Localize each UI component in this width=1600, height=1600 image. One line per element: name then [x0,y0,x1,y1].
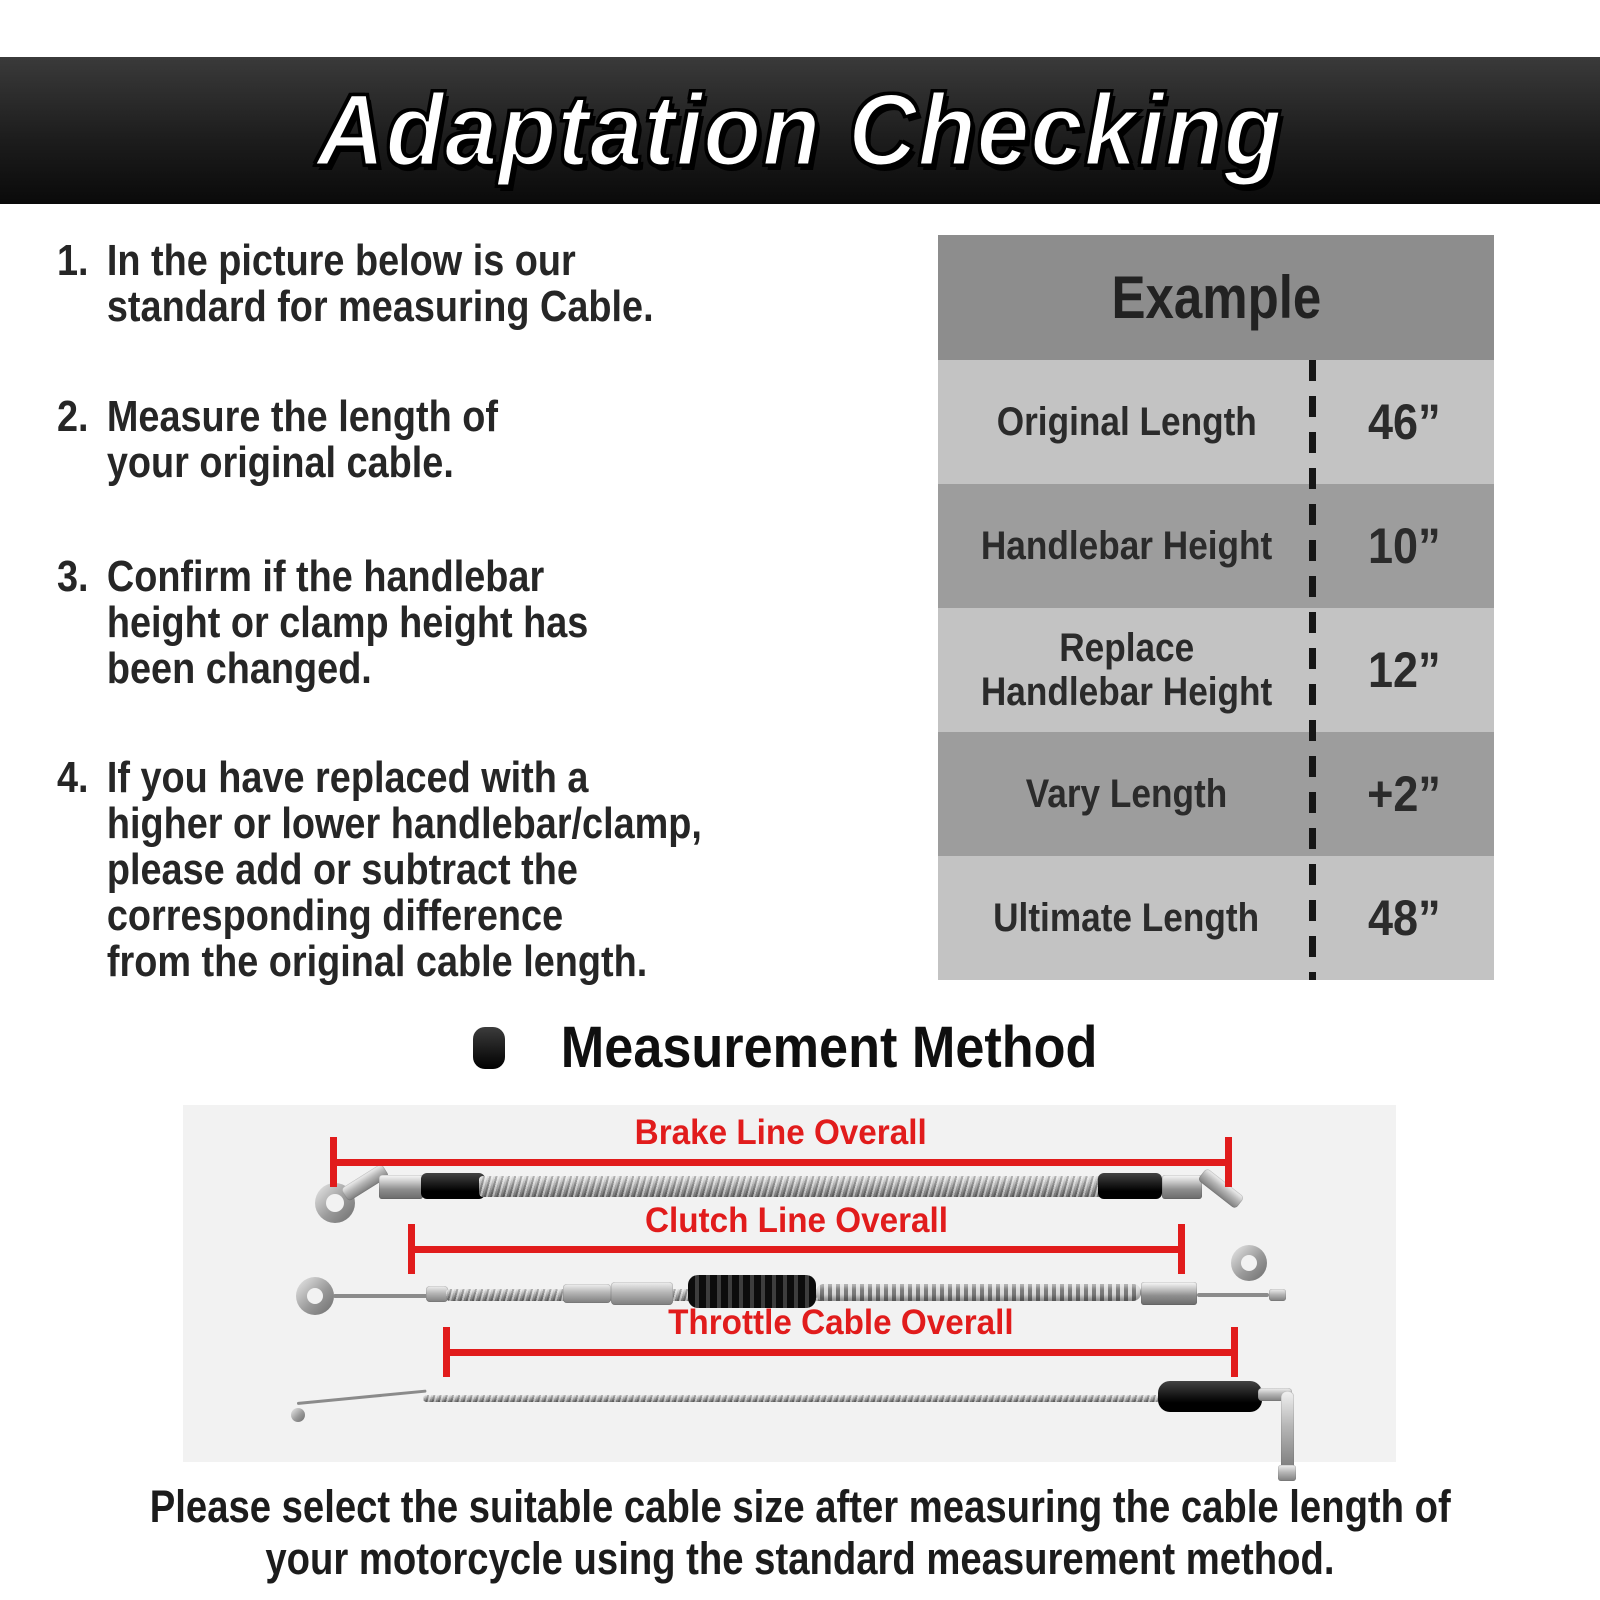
bracket-tick-right [1225,1137,1232,1187]
footer-line: Please select the suitable cable size after measuring the cable length of [149,1481,1451,1532]
footer-line: your motorcycle using the standard measurement method. [265,1533,1335,1584]
clutch-measure-bracket [408,1224,1185,1274]
measurement-method-title: Measurement Method [560,1015,1098,1080]
banjo-ring-right [1231,1245,1267,1281]
instruction-item-4 [57,755,702,985]
title-banner [0,57,1600,204]
instruction-number: 4. [57,753,89,802]
measurement-diagram [183,1105,1396,1462]
throttle-measure-bracket [443,1327,1238,1377]
instruction-text: Measure the length of your original cable. [106,392,498,487]
throttle-end-disc [291,1408,305,1422]
instruction-text: Confirm if the handlebar height or clamp height has been changed. [106,552,589,693]
table-row [938,856,1494,980]
brake-measure-bracket [330,1137,1232,1187]
footer-caption [0,1481,1600,1585]
row-value: 10” [1368,518,1441,574]
clutch-ring-end [296,1277,334,1315]
row-value: 48” [1368,890,1441,946]
throttle-cable-line [423,1395,1160,1402]
row-label: Vary Length [1025,772,1228,816]
instruction-item-1 [57,238,654,330]
instruction-number: 3. [57,552,89,601]
row-label: Ultimate Length [993,896,1260,940]
instruction-item-3 [57,554,588,692]
table-row [938,360,1494,484]
ring-hole [326,1194,344,1212]
bracket-line [330,1159,1232,1166]
instruction-item-2 [57,394,498,486]
throttle-grip [1158,1381,1262,1412]
clutch-rod-left [333,1294,428,1298]
cable-tip-barrel [1269,1289,1286,1301]
bracket-line [408,1246,1185,1253]
table-row [938,608,1494,732]
table-row [938,732,1494,856]
row-value: 12” [1368,642,1441,698]
throttle-elbow-vertical [1281,1391,1294,1469]
spring-section [816,1284,1141,1301]
row-label: Original Length [996,400,1257,444]
row-value: +2” [1367,766,1442,822]
instruction-text: In the picture below is our standard for measuring Cable. [106,236,654,331]
table-dashed-divider [1309,360,1316,980]
bracket-tick-right [1231,1327,1238,1377]
instruction-number: 2. [57,392,89,441]
clutch-hex-nut [1141,1282,1197,1305]
brake-line-label: Brake Line Overall [634,1113,928,1152]
row-label: Handlebar Height [980,524,1273,568]
bracket-tick-right [1178,1224,1185,1274]
clutch-rod-right [1197,1293,1269,1297]
instruction-number: 1. [57,236,89,285]
example-table-title: Example [1111,264,1321,331]
table-row [938,484,1494,608]
ring-hole [1241,1255,1257,1271]
clutch-line-label: Clutch Line Overall [644,1201,949,1240]
example-table [938,235,1494,980]
ferrule [426,1286,448,1302]
throttle-rod-left [297,1390,427,1405]
example-table-header [938,235,1494,360]
row-label: Replace Handlebar Height [980,626,1273,714]
adjuster-barrel [563,1284,611,1303]
bracket-line [443,1349,1238,1356]
row-value: 46” [1368,394,1441,450]
square-bullet-icon [473,1027,505,1069]
measurement-method-heading [0,1014,1600,1081]
throttle-cable-label: Throttle Cable Overall [667,1303,1014,1342]
ring-hole [307,1288,323,1304]
instruction-text: If you have replaced with a higher or lower handlebar/clamp, please add or subtract the corresponding difference from the original cable length. [106,753,702,986]
page-title: Adaptation Checking [316,73,1284,187]
throttle-tip [1278,1465,1296,1481]
adjuster-nut [611,1282,673,1305]
